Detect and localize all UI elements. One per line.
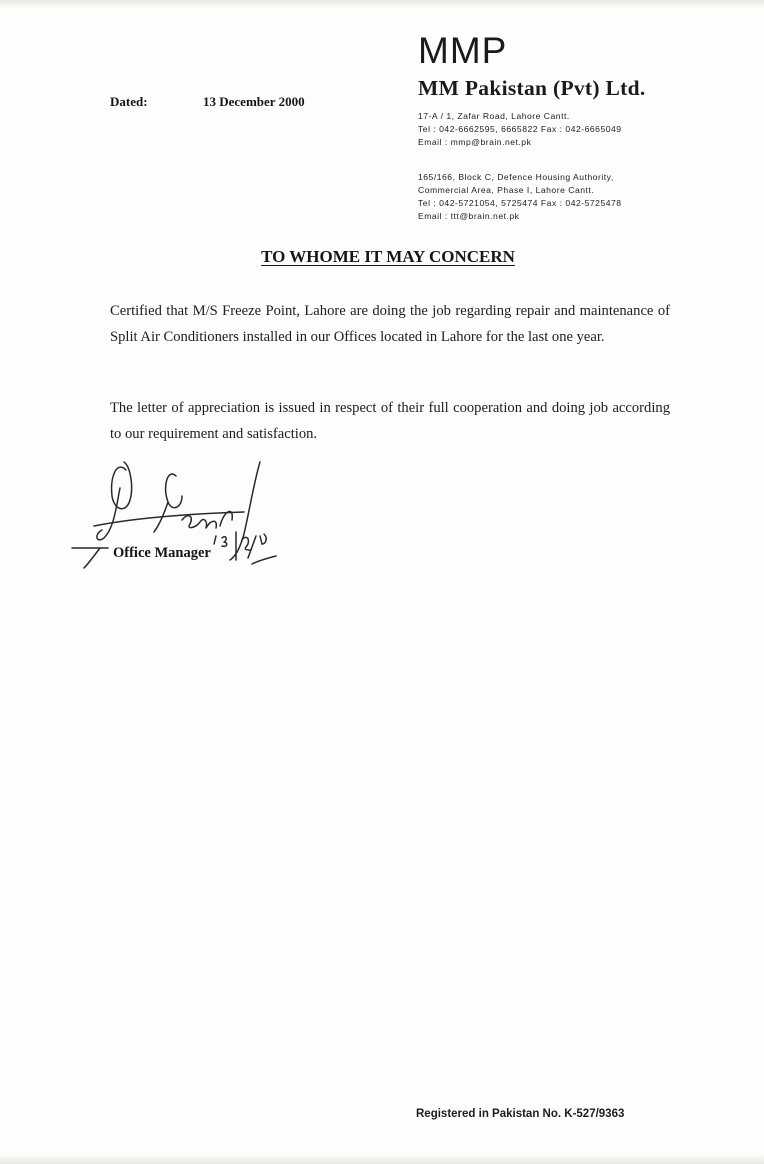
subject-text: TO WHOME IT MAY CONCERN (261, 247, 515, 266)
subject-heading (0, 247, 764, 267)
scan-edge-top (0, 0, 764, 8)
registration-footer: Registered in Pakistan No. K-527/9363 (416, 1108, 625, 1120)
office-2-address-line-1: 165/166, Block C, Defence Housing Authority, (418, 172, 614, 182)
office-1-email: Email : mmp@brain.net.pk (418, 137, 532, 147)
date-label: Dated: (110, 94, 148, 109)
signatory-title: Office Manager (113, 545, 211, 561)
office-1-phone: Tel : 042-6662595, 6665822 Fax : 042-6665049 (418, 124, 622, 134)
office-address-2 (418, 171, 622, 223)
body-paragraph-1: Certified that M/S Freeze Point, Lahore are doing the job regarding repair and maintenance of Split Air Conditioners installed in our Offices located in Lahore for the last one year. (110, 303, 670, 345)
office-2-address-line-2: Commercial Area, Phase I, Lahore Cantt. (418, 185, 595, 195)
body-paragraph-2: The letter of appreciation is issued in respect of their full cooperation and doing job according to our requirement and satisfaction. (110, 400, 670, 442)
office-2-phone: Tel : 042-5721054, 5725474 Fax : 042-5725478 (418, 198, 622, 208)
company-logo: MMP (418, 30, 508, 71)
date-value: 13 December 2000 (203, 94, 305, 109)
office-1-address: 17-A / 1, Zafar Road, Lahore Cantt. (418, 111, 570, 121)
office-address-1 (418, 110, 622, 149)
scan-edge-bottom (0, 1154, 764, 1164)
office-2-email: Email : ttt@brain.net.pk (418, 211, 520, 221)
company-name: MM Pakistan (Pvt) Ltd. (418, 76, 646, 100)
